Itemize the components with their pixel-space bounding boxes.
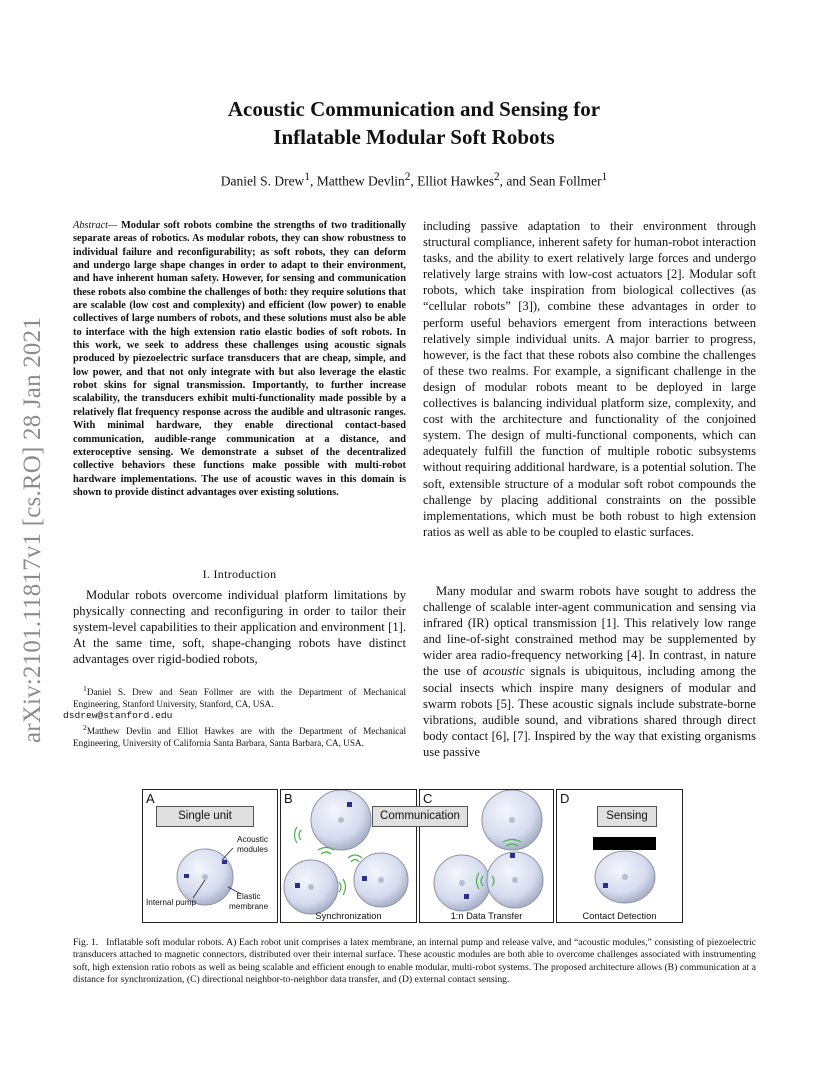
- title-line-2: Inflatable Modular Soft Robots: [273, 125, 555, 149]
- panel-letter: D: [560, 791, 570, 806]
- acoustic-module: [603, 883, 608, 888]
- figure-panel-d: [556, 789, 683, 923]
- affiliation-footnotes: [63, 683, 406, 749]
- label-elastic-membrane: Elastic membrane: [229, 892, 269, 911]
- footnote-mark: 2: [83, 722, 87, 732]
- body-paragraph-right-1: including passive adaptation to their environment through structural compliance, inherent safety for human-robot interaction tasks, and the ability to exert relatively large forces and undergo relatively large strains with low-cost actuators [2]. Modular soft robots, which take inspiration from biological collectives (as “cellular robots” [3]), combine these advantages in order to perform useful behaviors emergent from interactions between relatively simple individual units. A major barrier to progress, however, is the fact that these robots also combine the challenges of these two realms. For example, a significant challenge in the design of modular robots meant to be deployed in large collectives is balancing individual platform size, complexity, and cost with the architecture and functionality of the conjoined system. The design of multi-functional components, which can adequately fulfill the function of multiple robotic subsystems without requiring additional hardware, is a potential solution. The soft, extensible structure of a modular soft robot compounds the challenge by placing additional constraints on the possible implementations, which must be both robust to high extension ratios as well as able to be coupled to elastic surfaces.: [423, 219, 756, 539]
- acoustic-module: [347, 802, 352, 807]
- panel-letter: C: [423, 791, 433, 806]
- internal-pump-icon: [378, 877, 384, 883]
- panel-title-box: Sensing: [597, 806, 657, 827]
- affiliation-mark: 2: [494, 171, 500, 183]
- acoustic-module: [464, 894, 469, 899]
- label-internal-pump: Internal pump: [146, 898, 197, 907]
- figure-1: [142, 789, 683, 925]
- footnote-1-text: Daniel S. Drew and Sean Follmer are with the Department of Mechanical Engineering, Stanford University, Stanford, CA, USA.: [73, 687, 406, 709]
- footnote-1: [63, 683, 406, 722]
- figure-panel-a: [142, 789, 278, 923]
- author-drew: Daniel S. Drew: [220, 173, 305, 189]
- author-follmer: and Sean Follmer: [506, 173, 602, 189]
- panel-letter: A: [146, 791, 155, 806]
- affiliation-mark: 1: [304, 171, 310, 183]
- author-email: dsdrew@stanford.edu: [63, 710, 173, 722]
- paper-title: [0, 95, 828, 151]
- panel-title-box: Single unit: [156, 806, 254, 827]
- internal-pump-icon: [338, 817, 344, 823]
- body-paragraph-right-2: [423, 583, 756, 760]
- footnote-mark: 1: [83, 684, 87, 693]
- panel-letter: B: [284, 791, 293, 806]
- pointer-line: [222, 848, 233, 860]
- internal-pump-icon: [622, 874, 628, 880]
- internal-pump-icon: [308, 884, 314, 890]
- section-heading-introduction: I. Introduction: [202, 567, 277, 581]
- arxiv-identifier-stamp: [8, 290, 58, 770]
- label-acoustic-modules: Acoustic modules: [237, 835, 268, 854]
- author-devlin: Matthew Devlin: [316, 173, 405, 189]
- internal-pump-icon: [512, 877, 518, 883]
- footnote-2-text: Matthew Devlin and Elliot Hawkes are with the Department of Mechanical Engineering, University of California Santa Barbara, Santa Barbara, CA, USA.: [73, 725, 406, 748]
- panel-caption: Contact Detection: [582, 911, 657, 921]
- paragraph-text: Many modular and swarm robots have sought to address the challenge of scalable inter-agent communication and sensing via infrared (IR) optical transmission [1]. This relatively low range and line-of-sight constrained method may be supplemented by wider area radio-frequency networking [4]. In contrast, in nature the use of: [423, 584, 756, 679]
- author-hawkes: Elliot Hawkes: [417, 173, 495, 189]
- figure-caption: [73, 937, 756, 986]
- abstract: [73, 219, 406, 499]
- author-list: Daniel S. Drew$^1$, Matthew Devlin$^2$, Elliot Hawkes$^2$, and Sean Follmer$^1$: [220, 171, 608, 189]
- acoustic-module: [295, 883, 300, 888]
- footnote-2: [73, 722, 406, 749]
- emphasis-acoustic: acoustic: [482, 664, 525, 679]
- figure-label: Fig. 1.: [73, 937, 99, 948]
- panel-caption: Synchronization: [315, 911, 382, 921]
- internal-pump-icon: [509, 817, 515, 823]
- acoustic-module: [222, 860, 227, 864]
- internal-pump-icon: [459, 880, 465, 886]
- acoustic-module: [510, 853, 515, 858]
- arxiv-id-text: arXiv:2101.11817v1 [cs.RO] 28 Jan 2021: [19, 316, 47, 744]
- affiliation-mark: 2: [404, 171, 411, 183]
- affiliation-mark: 1: [601, 171, 608, 183]
- title-line-1: Acoustic Communication and Sensing for: [227, 97, 601, 121]
- acoustic-module: [184, 874, 189, 878]
- abstract-lead: Abstract—: [73, 220, 118, 231]
- internal-pump-icon: [202, 874, 208, 880]
- acoustic-module: [362, 876, 367, 881]
- caption-text: Inflatable soft modular robots. A) Each robot unit comprises a latex membrane, an internal pump and release valve, and “acoustic modules,” consisting of piezoelectric transducers attached to magnetic connectors, distributed over their internal surface. These acoustic modules are both able to overcome challenges associated with instrumenting soft, high extension ratio robots as well as being scalable and efficient enough to enable modular, multi-robot systems. The proposed architecture allows (B) communication at a distance for synchronization, (C) directional neighbor-to-neighbor data transfer, and (D) external contact sensing.: [73, 937, 757, 985]
- intro-paragraph-left: Modular robots overcome individual platform limitations by physically connecting and reconfiguring in order to tailor their system-level capabilities to their application and environment [1]. At the same time, soft, shape-changing robots have distinct advantages over rigid-bodied robots,: [73, 588, 406, 667]
- communication-title-box: Communication: [372, 806, 468, 827]
- paragraph-text: signals is ubiquitous, including among the social insects which inspire many designers of modular and swarm robots [5]. These acoustic signals include substrate-borne vibrations, audible sound, and vibrations shared through direct body contact [6], [7]. Inspired by the way that existing organisms use passive: [423, 664, 756, 759]
- panel-caption: 1:n Data Transfer: [450, 911, 523, 921]
- abstract-text: Modular soft robots combine the strengths of two traditionally separate areas of robotics. As modular robots, they can show robustness to individual failure and reconfigurability; as soft robots, they can deform and undergo large shape changes in order to adapt to their environment, and have inherent human safety. However, for sensing and communication these robots also combine the challenges of both: they require solutions that are scalable (low cost and complexity) and efficient (low power) to enable collectives of large numbers of robots, and these solutions must also be able to interface with the high extension ratio elastic bodies of soft robots. In this work, we seek to address these challenges using acoustic signals produced by piezoelectric surface transducers that are cheap, simple, and low power, and that not only integrate with but also leverage the elastic robot skins for signal transmission. Importantly, to further increase scalability, the transducers exhibit multi-functionality made possible by a relatively flat frequency response across the audible and ultrasonic ranges. With minimal hardware, they enable directional contact-based communication, audible-range communication at a distance, and exteroceptive sensing. We demonstrate a subset of the decentralized collective behaviors these functions make possible with multi-robot hardware implementations. The use of acoustic waves in this domain is shown to provide distinct advantages over existing solutions.: [73, 220, 407, 498]
- contact-object: [593, 837, 656, 850]
